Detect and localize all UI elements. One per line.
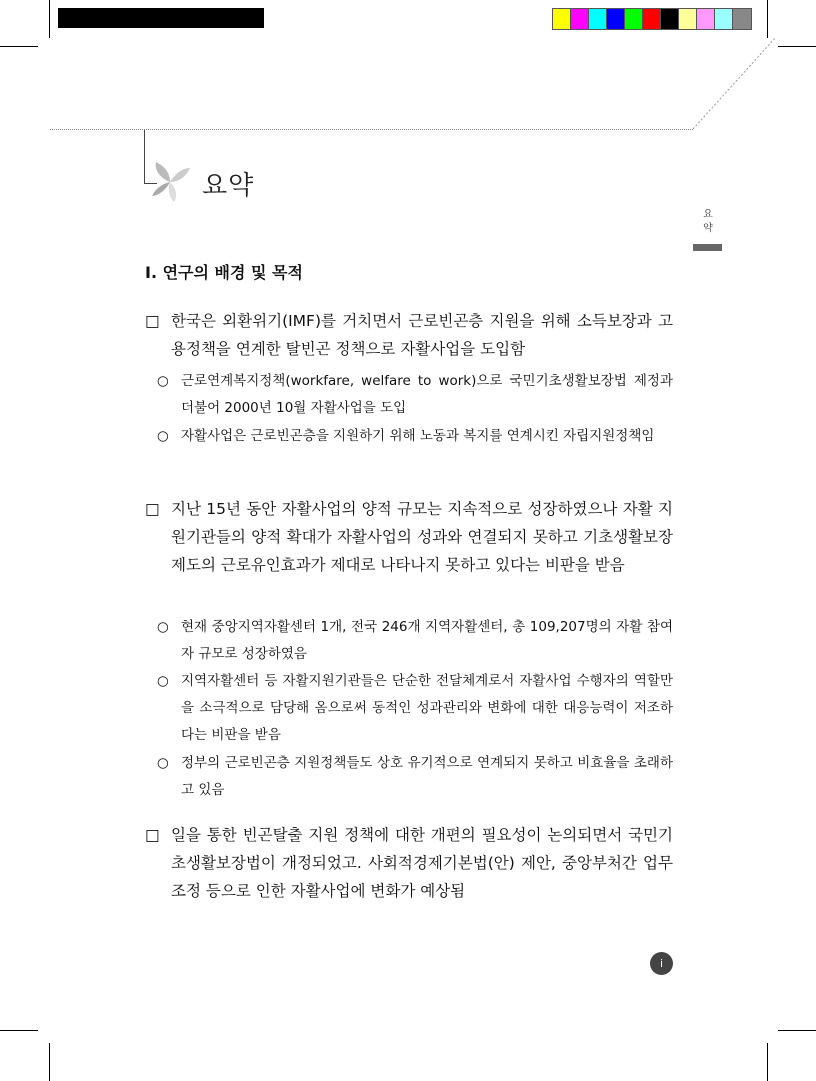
crop-mark [49,1043,50,1081]
sub-item-text: 정부의 근로빈곤층 지원정책들도 상호 유기적으로 연계되지 못하고 비효율을 초래하고 있음 [181,755,673,798]
page-number: i [650,952,673,975]
color-swatch [697,9,715,29]
sub-item-text: 현재 중앙지역자활센터 1개, 전국 246개 지역자활센터, 총 109,207명의 자활 참여자 규모로 성장하였음 [181,619,673,662]
color-swatch [625,9,643,29]
circle-bullet-icon: ○ [157,373,169,389]
sub-item [157,614,673,668]
crop-mark [49,0,50,38]
color-swatch [589,9,607,29]
sub-item-text: 근로연계복지정책(workfare, welfare to work)으로 국민기초생활보장법 제정과 더불어 2000년 10월 자활사업을 도입 [181,373,673,416]
crop-mark [767,1043,768,1081]
crop-mark [0,46,38,47]
square-bullet-icon: □ [145,312,160,330]
paragraph-text: 한국은 외환위기(IMF)를 거치면서 근로빈곤층 지원을 위해 소득보장과 고용정책을 연계한 탈빈곤 정책으로 자활사업을 도입함 [171,312,673,358]
color-swatch [607,9,625,29]
color-swatch [571,9,589,29]
paragraph [145,495,673,579]
paragraph-text: 지난 15년 동안 자활사업의 양적 규모는 지속적으로 성장하였으나 자활 지원기관들의 양적 확대가 자활사업의 성과와 연결되지 못하고 기초생활보장제도의 근로유인효과가 제대로 나타나지 못하고 있다는 비판을 받음 [171,500,673,574]
color-swatch [643,9,661,29]
crop-mark [0,1030,38,1031]
sub-item [157,668,673,749]
paragraph [145,307,673,363]
crop-mark [778,1030,816,1031]
color-swatch [679,9,697,29]
crop-mark [767,0,768,38]
crop-mark [778,46,816,47]
paragraph-text: 일을 통한 빈곤탈출 지원 정책에 대한 개편의 필요성이 논의되면서 국민기초생활보장법이 개정되었고. 사회적경제기본법(안) 제안, 중앙부처간 업무조정 등으로 인한 자활사업에 변화가 예상됨 [171,826,673,900]
color-swatch [715,9,733,29]
side-label-char: 요 [703,209,713,220]
side-tab-bar [693,244,722,251]
paragraph [145,821,673,905]
sub-item [157,368,673,422]
sub-item [157,750,673,804]
sub-item-text: 지역자활센터 등 자활지원기관들은 단순한 전달체계로서 자활사업 수행자의 역할만을 소극적으로 담당해 옴으로써 동적인 성과관리와 변화에 대한 대응능력이 저조하다는 비판을 받음 [181,673,673,743]
color-registration-bar [552,8,752,30]
color-swatch [661,9,679,29]
section-heading: Ⅰ. 연구의 배경 및 목적 [145,263,303,282]
side-tab-label [702,208,714,236]
registration-black-bar [58,8,264,28]
side-label-char: 약 [703,223,713,234]
corner-decoration [690,35,780,131]
color-swatch [553,9,571,29]
square-bullet-icon: □ [145,500,160,518]
circle-bullet-icon: ○ [157,619,169,635]
page-title: 요약 [202,171,255,201]
circle-bullet-icon: ○ [157,428,169,444]
sub-item-text: 자활사업은 근로빈곤층을 지원하기 위해 노동과 복지를 연계시킨 자립지원정책임 [181,428,655,444]
color-swatch [733,9,751,29]
sub-item [157,423,673,450]
square-bullet-icon: □ [145,826,160,844]
leaf-icon [150,160,190,202]
circle-bullet-icon: ○ [157,755,169,771]
circle-bullet-icon: ○ [157,673,169,689]
